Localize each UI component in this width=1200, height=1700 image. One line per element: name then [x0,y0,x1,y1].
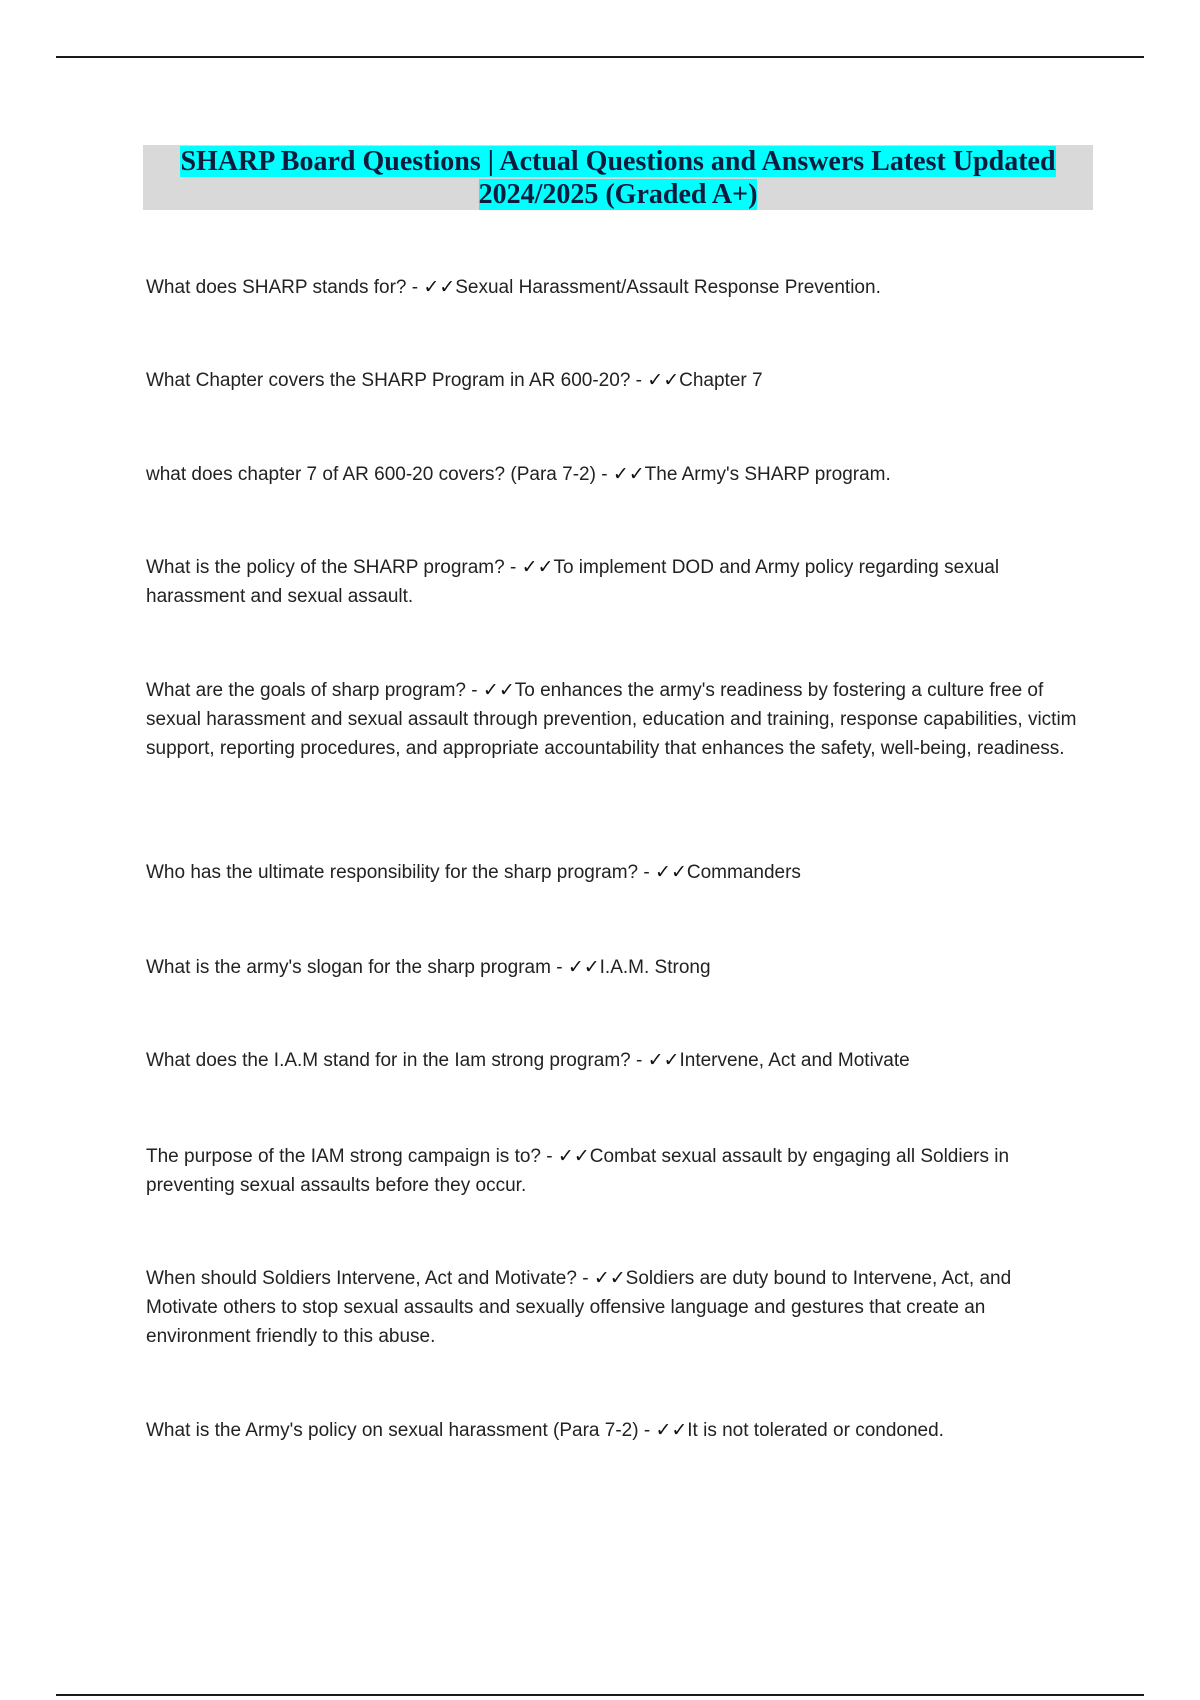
separator: - [638,1420,656,1441]
answer-text: Commanders [686,862,801,883]
separator: - [595,464,613,485]
check-icon: ✓✓ [655,1420,688,1441]
qa-item-8 [146,1046,1086,1075]
answer-text: I.A.M. Strong [599,957,711,978]
bottom-rule [56,1694,1144,1696]
question-text: What is the policy of the SHARP program? [146,557,505,578]
qa-item-1 [146,273,1086,302]
separator: - [630,1050,648,1071]
question-text: What Chapter covers the SHARP Program in AR 600-20? [146,370,631,391]
answer-text: Sexual Harassment/Assault Response Prevention. [455,277,881,298]
answer-text: Soldiers are duty bound to Intervene, Act, and Motivate others to stop sexual assaults and sexually offensive language and gestures that create an environment friendly to this abuse. [146,1268,1012,1347]
qa-item-9 [146,1142,1086,1200]
title-line-2: 2024/2025 (Graded A+) [478,179,758,210]
check-icon: ✓✓ [647,1050,680,1071]
separator: - [630,370,648,391]
document-title [143,145,1093,210]
question-text: What are the goals of sharp program? [146,680,467,701]
question-text: What does SHARP stands for? [146,277,407,298]
question-text: What is the Army's policy on sexual harassment (Para 7-2) [146,1420,639,1441]
qa-item-6 [146,858,1086,887]
qa-item-7 [146,953,1086,982]
qa-item-11 [146,1416,1086,1445]
check-icon: ✓✓ [647,370,680,391]
check-icon: ✓✓ [423,277,456,298]
question-text: The purpose of the IAM strong campaign is to? [146,1146,541,1167]
separator: - [550,957,568,978]
qa-item-10 [146,1264,1086,1351]
qa-item-4 [146,553,1086,611]
check-icon: ✓✓ [567,957,600,978]
separator: - [504,557,522,578]
check-icon: ✓✓ [557,1146,590,1167]
check-icon: ✓✓ [521,557,554,578]
question-text: What does the I.A.M stand for in the Iam strong program? [146,1050,631,1071]
separator: - [406,277,424,298]
question-text: what does chapter 7 of AR 600-20 covers? (Para 7-2) [146,464,596,485]
answer-text: Chapter 7 [679,370,763,391]
separator: - [638,862,656,883]
answer-text: Combat sexual assault by engaging all Soldiers in preventing sexual assaults before they occur. [146,1146,1010,1196]
title-line-1: SHARP Board Questions | Actual Questions and Answers Latest Updated [180,146,1056,177]
check-icon: ✓✓ [612,464,645,485]
top-rule [56,56,1144,58]
check-icon: ✓✓ [593,1268,626,1289]
answer-text: To enhances the army's readiness by fostering a culture free of sexual harassment and sexual assault through prevention, education and training, response capabilities, victim support, reporting procedures, and appropriate accountability that enhances the safety, well-being, readiness. [146,680,1077,759]
qa-item-5 [146,676,1086,763]
separator: - [576,1268,594,1289]
check-icon: ✓✓ [482,680,515,701]
answer-text: Intervene, Act and Motivate [679,1050,910,1071]
separator: - [466,680,483,701]
question-text: Who has the ultimate responsibility for the sharp program? [146,862,639,883]
answer-text: To implement DOD and Army policy regarding sexual harassment and sexual assault. [146,557,1000,607]
check-icon: ✓✓ [655,862,687,883]
qa-item-2 [146,366,1086,395]
answer-text: The Army's SHARP program. [644,464,891,485]
question-text: When should Soldiers Intervene, Act and Motivate? [146,1268,577,1289]
qa-item-3 [146,460,1086,489]
question-text: What is the army's slogan for the sharp program [146,957,551,978]
separator: - [541,1146,558,1167]
answer-text: It is not tolerated or condoned. [687,1420,944,1441]
